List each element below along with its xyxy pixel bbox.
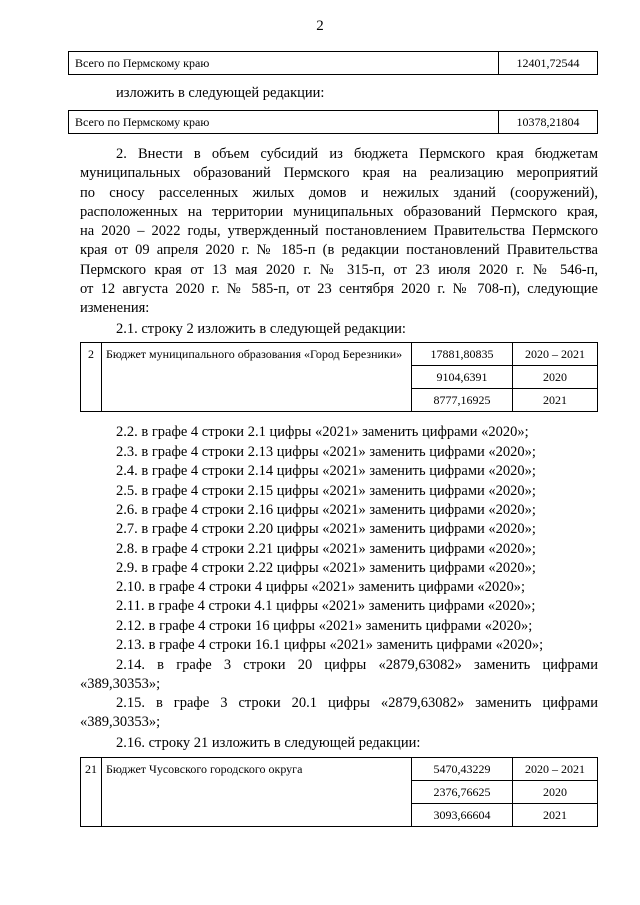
row-number: 21: [81, 758, 102, 827]
row-sum: 17881,80835: [412, 343, 513, 366]
row-years: 2020 – 2021: [513, 343, 598, 366]
item: 2.9. в графе 4 строки 2.22 цифры «2021» заменить цифрами «2020»;: [116, 560, 536, 576]
row-years: 2021: [513, 804, 598, 827]
para-line: на 2020 – 2022 годы, утвержденный постановлением Правительства Пермского: [80, 223, 598, 240]
row-number: 2: [81, 343, 102, 412]
row-name: Бюджет муниципального образования «Город Березники»: [102, 343, 412, 412]
item-2-14: [80, 656, 598, 695]
item: 2.11. в графе 4 строки 4.1 цифры «2021» заменить цифрами «2020»;: [116, 598, 536, 614]
item: 2.8. в графе 4 строки 2.21 цифры «2021» заменить цифрами «2020»;: [116, 541, 536, 557]
total-value: 12401,72544: [499, 52, 598, 75]
total-table-new: [68, 110, 598, 134]
item: 2.5. в графе 4 строки 2.15 цифры «2021» заменить цифрами «2020»;: [116, 483, 536, 499]
total-value: 10378,21804: [499, 111, 598, 134]
row-name: Бюджет Чусовского городского округа: [102, 758, 412, 827]
item-line: 2.15. в графе 3 строки 20.1 цифры «2879,63082» заменить цифрами: [116, 695, 598, 711]
item-line: «389,30353»;: [80, 676, 161, 693]
total-table-old: [68, 51, 598, 75]
table-row-21: [80, 757, 598, 827]
row-years: 2021: [513, 389, 598, 412]
item-2-1: 2.1. строку 2 изложить в следующей редакции:: [116, 321, 406, 337]
para-line: изменения:: [80, 300, 150, 317]
item-2-16: 2.16. строку 21 изложить в следующей редакции:: [116, 735, 421, 751]
para-line: от 12 августа 2020 г. № 585-п, от 23 сентября 2020 г. № 708-п), следующие: [80, 281, 598, 298]
para-line: края от 09 апреля 2020 г. № 185-п (в редакции постановлений Правительства: [80, 242, 598, 259]
row-sum: 9104,6391: [412, 366, 513, 389]
row-years: 2020 – 2021: [513, 758, 598, 781]
paragraph-2: [80, 145, 598, 319]
item: 2.10. в графе 4 строки 4 цифры «2021» заменить цифрами «2020»;: [116, 579, 526, 595]
item-line: 2.14. в графе 3 строки 20 цифры «2879,63082» заменить цифрами: [116, 657, 598, 673]
para-line: Пермского края от 13 мая 2020 г. № 315-п, от 23 июля 2020 г. № 546-п,: [80, 261, 598, 278]
item: 2.12. в графе 4 строки 16 цифры «2021» заменить цифрами «2020»;: [116, 618, 533, 634]
row-sum: 3093,66604: [412, 804, 513, 827]
total-label: Всего по Пермскому краю: [69, 111, 499, 134]
item: 2.4. в графе 4 строки 2.14 цифры «2021» заменить цифрами «2020»;: [116, 463, 536, 479]
item: 2.2. в графе 4 строки 2.1 цифры «2021» заменить цифрами «2020»;: [116, 424, 529, 440]
row-sum: 5470,43229: [412, 758, 513, 781]
row-sum: 2376,76625: [412, 781, 513, 804]
item: 2.6. в графе 4 строки 2.16 цифры «2021» заменить цифрами «2020»;: [116, 502, 536, 518]
intro-text: изложить в следующей редакции:: [116, 85, 325, 101]
row-years: 2020: [513, 781, 598, 804]
item: 2.3. в графе 4 строки 2.13 цифры «2021» заменить цифрами «2020»;: [116, 444, 536, 460]
total-label: Всего по Пермскому краю: [69, 52, 499, 75]
row-sum: 8777,16925: [412, 389, 513, 412]
para-line: муниципальных образований Пермского края на реализацию мероприятий: [80, 165, 598, 182]
para-line: 2. Внести в объем субсидий из бюджета Пермского края бюджетам: [116, 146, 598, 162]
para-line: по сносу расселенных жилых домов и нежилых зданий (сооружений),: [80, 184, 598, 201]
item-line: «389,30353»;: [80, 714, 161, 731]
table-row-2: [80, 342, 598, 412]
item-2-15: [80, 694, 598, 733]
item: 2.13. в графе 4 строки 16.1 цифры «2021» заменить цифрами «2020»;: [116, 637, 544, 653]
item: 2.7. в графе 4 строки 2.20 цифры «2021» заменить цифрами «2020»;: [116, 521, 536, 537]
row-years: 2020: [513, 366, 598, 389]
para-line: расположенных на территории муниципальных образований Пермского края,: [80, 203, 598, 220]
page-number: 2: [316, 18, 324, 34]
